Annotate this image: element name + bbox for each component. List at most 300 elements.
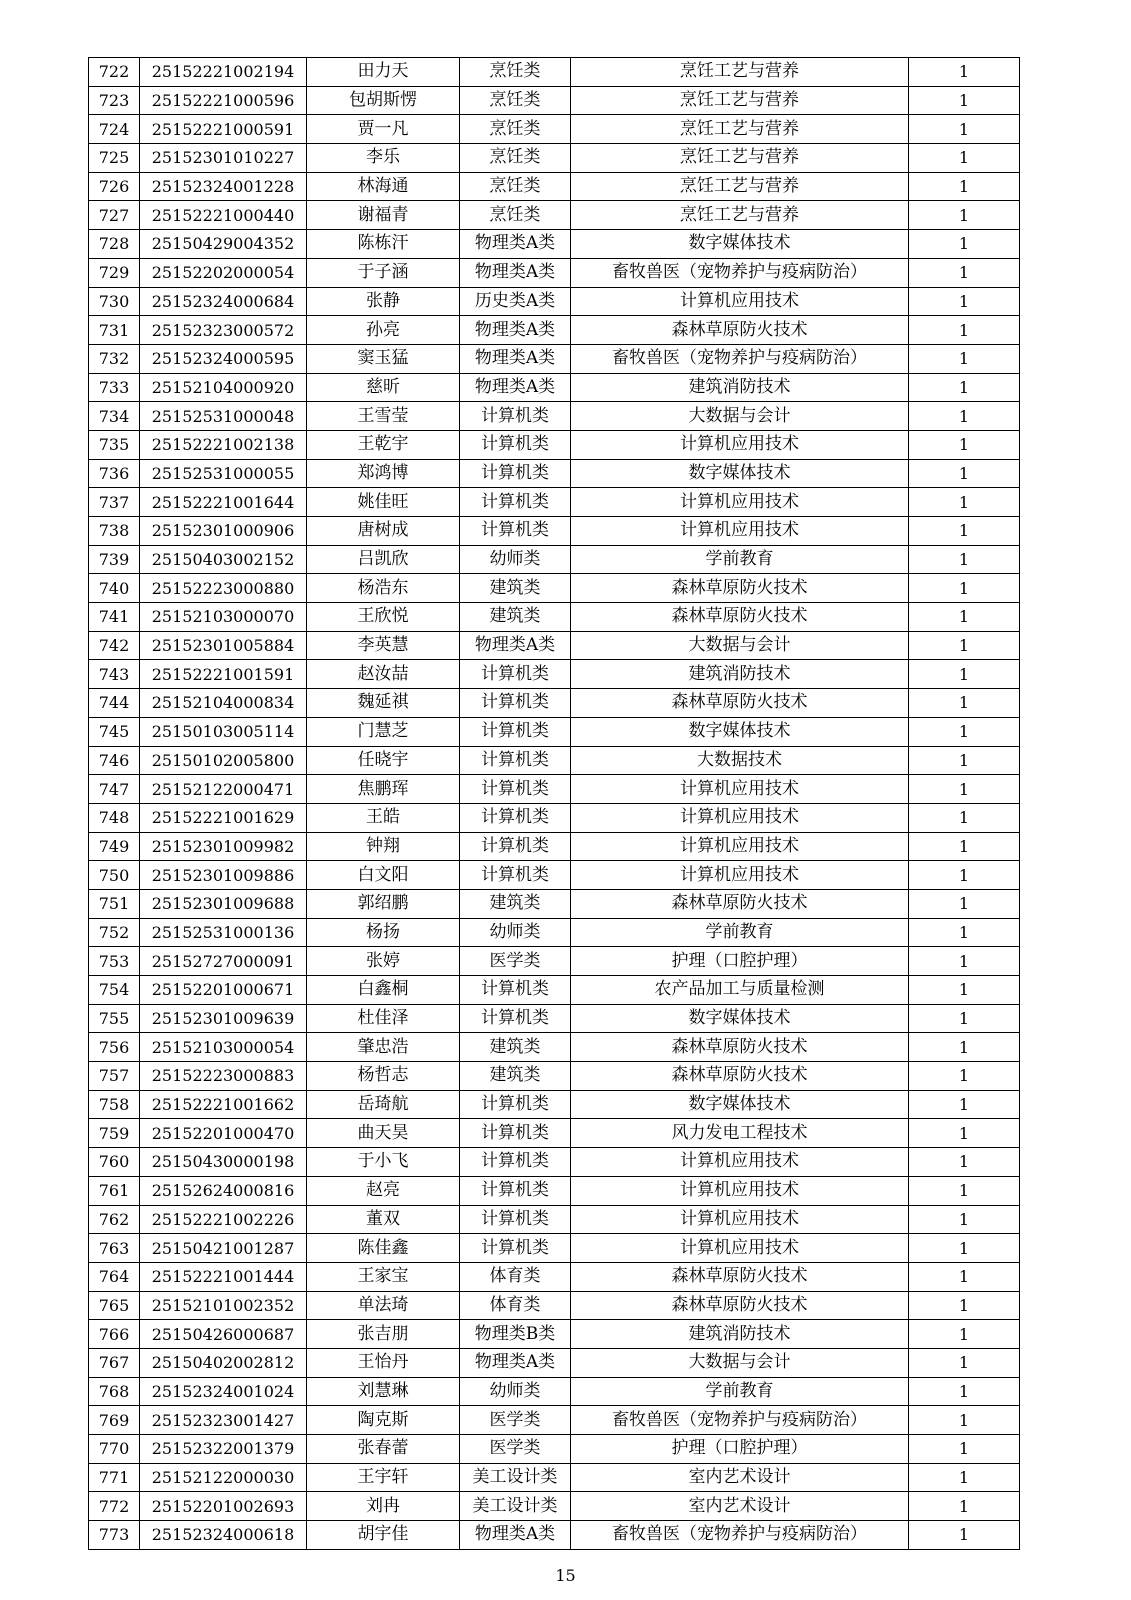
count-cell: 1	[909, 459, 1020, 488]
table-row	[89, 1033, 1020, 1062]
name-cell: 钟翔	[307, 832, 460, 861]
name-cell: 张春蕾	[307, 1435, 460, 1464]
category-cell: 计算机类	[460, 976, 571, 1005]
major-cell: 数字媒体技术	[571, 230, 909, 259]
exam-id-cell: 25152221001644	[140, 488, 307, 517]
category-cell: 计算机类	[460, 1090, 571, 1119]
seq-cell: 751	[89, 889, 140, 918]
exam-id-cell: 25152122000471	[140, 775, 307, 804]
exam-id-cell: 25152202000054	[140, 258, 307, 287]
count-cell: 1	[909, 1492, 1020, 1521]
category-cell: 建筑类	[460, 1062, 571, 1091]
seq-cell: 764	[89, 1262, 140, 1291]
count-cell: 1	[909, 947, 1020, 976]
count-cell: 1	[909, 1062, 1020, 1091]
seq-cell: 760	[89, 1148, 140, 1177]
count-cell: 1	[909, 918, 1020, 947]
major-cell: 学前教育	[571, 918, 909, 947]
count-cell: 1	[909, 1205, 1020, 1234]
name-cell: 王宇轩	[307, 1463, 460, 1492]
category-cell: 建筑类	[460, 603, 571, 632]
category-cell: 美工设计类	[460, 1463, 571, 1492]
exam-id-cell: 25152221000591	[140, 115, 307, 144]
count-cell: 1	[909, 488, 1020, 517]
count-cell: 1	[909, 1291, 1020, 1320]
table-row	[89, 1348, 1020, 1377]
table-row	[89, 1090, 1020, 1119]
name-cell: 焦鹏珲	[307, 775, 460, 804]
table-row	[89, 1291, 1020, 1320]
category-cell: 历史类A类	[460, 287, 571, 316]
table-body	[89, 58, 1020, 1550]
category-cell: 计算机类	[460, 1205, 571, 1234]
seq-cell: 747	[89, 775, 140, 804]
seq-cell: 759	[89, 1119, 140, 1148]
name-cell: 慈昕	[307, 373, 460, 402]
name-cell: 于子涵	[307, 258, 460, 287]
count-cell: 1	[909, 1004, 1020, 1033]
exam-id-cell: 25152324000684	[140, 287, 307, 316]
count-cell: 1	[909, 545, 1020, 574]
table-row	[89, 1492, 1020, 1521]
seq-cell: 758	[89, 1090, 140, 1119]
table-row	[89, 172, 1020, 201]
seq-cell: 765	[89, 1291, 140, 1320]
count-cell: 1	[909, 58, 1020, 87]
name-cell: 门慧芝	[307, 717, 460, 746]
category-cell: 计算机类	[460, 402, 571, 431]
category-cell: 物理类A类	[460, 316, 571, 345]
major-cell: 计算机应用技术	[571, 1148, 909, 1177]
name-cell: 李英慧	[307, 631, 460, 660]
exam-id-cell: 25152201000470	[140, 1119, 307, 1148]
category-cell: 烹饪类	[460, 201, 571, 230]
major-cell: 畜牧兽医（宠物养护与疫病防治）	[571, 344, 909, 373]
name-cell: 岳琦航	[307, 1090, 460, 1119]
major-cell: 计算机应用技术	[571, 517, 909, 546]
exam-id-cell: 25152323000572	[140, 316, 307, 345]
category-cell: 计算机类	[460, 689, 571, 718]
category-cell: 计算机类	[460, 803, 571, 832]
name-cell: 陈佳鑫	[307, 1234, 460, 1263]
table-row	[89, 861, 1020, 890]
table-row	[89, 1119, 1020, 1148]
seq-cell: 731	[89, 316, 140, 345]
category-cell: 计算机类	[460, 832, 571, 861]
count-cell: 1	[909, 1435, 1020, 1464]
exam-id-cell: 25152301009639	[140, 1004, 307, 1033]
table-row	[89, 1521, 1020, 1550]
category-cell: 计算机类	[460, 430, 571, 459]
major-cell: 森林草原防火技术	[571, 574, 909, 603]
exam-id-cell: 25150430000198	[140, 1148, 307, 1177]
seq-cell: 727	[89, 201, 140, 230]
name-cell: 任晓宇	[307, 746, 460, 775]
category-cell: 物理类A类	[460, 258, 571, 287]
name-cell: 刘冉	[307, 1492, 460, 1521]
exam-id-cell: 25152221000596	[140, 86, 307, 115]
major-cell: 大数据与会计	[571, 1348, 909, 1377]
table-row	[89, 803, 1020, 832]
major-cell: 大数据技术	[571, 746, 909, 775]
name-cell: 李乐	[307, 144, 460, 173]
major-cell: 烹饪工艺与营养	[571, 58, 909, 87]
count-cell: 1	[909, 889, 1020, 918]
exam-id-cell: 25150421001287	[140, 1234, 307, 1263]
name-cell: 陶克斯	[307, 1406, 460, 1435]
major-cell: 数字媒体技术	[571, 1090, 909, 1119]
seq-cell: 752	[89, 918, 140, 947]
exam-id-cell: 25152221001591	[140, 660, 307, 689]
category-cell: 物理类A类	[460, 631, 571, 660]
count-cell: 1	[909, 1463, 1020, 1492]
exam-id-cell: 25152221001662	[140, 1090, 307, 1119]
exam-id-cell: 25152324001024	[140, 1377, 307, 1406]
table-row	[89, 1320, 1020, 1349]
name-cell: 肇忠浩	[307, 1033, 460, 1062]
category-cell: 计算机类	[460, 1176, 571, 1205]
major-cell: 计算机应用技术	[571, 488, 909, 517]
major-cell: 森林草原防火技术	[571, 1291, 909, 1320]
count-cell: 1	[909, 746, 1020, 775]
seq-cell: 740	[89, 574, 140, 603]
exam-id-cell: 25152324001228	[140, 172, 307, 201]
exam-id-cell: 25152104000920	[140, 373, 307, 402]
category-cell: 计算机类	[460, 660, 571, 689]
major-cell: 畜牧兽医（宠物养护与疫病防治）	[571, 1521, 909, 1550]
seq-cell: 771	[89, 1463, 140, 1492]
exam-id-cell: 25152103000070	[140, 603, 307, 632]
seq-cell: 748	[89, 803, 140, 832]
exam-id-cell: 25152221001444	[140, 1262, 307, 1291]
name-cell: 唐树成	[307, 517, 460, 546]
name-cell: 白文阳	[307, 861, 460, 890]
major-cell: 风力发电工程技术	[571, 1119, 909, 1148]
table-row	[89, 1205, 1020, 1234]
category-cell: 计算机类	[460, 1119, 571, 1148]
table-row	[89, 918, 1020, 947]
name-cell: 张婷	[307, 947, 460, 976]
category-cell: 烹饪类	[460, 172, 571, 201]
count-cell: 1	[909, 1176, 1020, 1205]
table-row	[89, 86, 1020, 115]
count-cell: 1	[909, 574, 1020, 603]
major-cell: 烹饪工艺与营养	[571, 201, 909, 230]
category-cell: 物理类A类	[460, 1348, 571, 1377]
count-cell: 1	[909, 689, 1020, 718]
count-cell: 1	[909, 775, 1020, 804]
major-cell: 森林草原防火技术	[571, 1062, 909, 1091]
exam-id-cell: 25152301009688	[140, 889, 307, 918]
table-row	[89, 947, 1020, 976]
name-cell: 张静	[307, 287, 460, 316]
table-row	[89, 746, 1020, 775]
name-cell: 王欣悦	[307, 603, 460, 632]
major-cell: 护理（口腔护理）	[571, 947, 909, 976]
admission-table-container	[88, 57, 1020, 1550]
exam-id-cell: 25152223000883	[140, 1062, 307, 1091]
name-cell: 杜佳泽	[307, 1004, 460, 1033]
category-cell: 计算机类	[460, 717, 571, 746]
exam-id-cell: 25152201000671	[140, 976, 307, 1005]
exam-id-cell: 25150102005800	[140, 746, 307, 775]
category-cell: 计算机类	[460, 1234, 571, 1263]
table-row	[89, 459, 1020, 488]
seq-cell: 739	[89, 545, 140, 574]
category-cell: 计算机类	[460, 1148, 571, 1177]
count-cell: 1	[909, 660, 1020, 689]
table-row	[89, 1004, 1020, 1033]
name-cell: 刘慧琳	[307, 1377, 460, 1406]
count-cell: 1	[909, 832, 1020, 861]
count-cell: 1	[909, 115, 1020, 144]
count-cell: 1	[909, 172, 1020, 201]
name-cell: 窦玉猛	[307, 344, 460, 373]
seq-cell: 757	[89, 1062, 140, 1091]
exam-id-cell: 25150426000687	[140, 1320, 307, 1349]
category-cell: 物理类B类	[460, 1320, 571, 1349]
major-cell: 学前教育	[571, 545, 909, 574]
seq-cell: 769	[89, 1406, 140, 1435]
count-cell: 1	[909, 603, 1020, 632]
table-row	[89, 316, 1020, 345]
major-cell: 计算机应用技术	[571, 430, 909, 459]
seq-cell: 754	[89, 976, 140, 1005]
name-cell: 林海通	[307, 172, 460, 201]
table-row	[89, 1262, 1020, 1291]
name-cell: 白鑫桐	[307, 976, 460, 1005]
exam-id-cell: 25152221002194	[140, 58, 307, 87]
exam-id-cell: 25152531000048	[140, 402, 307, 431]
major-cell: 烹饪工艺与营养	[571, 144, 909, 173]
name-cell: 姚佳旺	[307, 488, 460, 517]
exam-id-cell: 25150403002152	[140, 545, 307, 574]
category-cell: 医学类	[460, 1435, 571, 1464]
table-row	[89, 717, 1020, 746]
exam-id-cell: 25152624000816	[140, 1176, 307, 1205]
name-cell: 张吉朋	[307, 1320, 460, 1349]
table-row	[89, 230, 1020, 259]
major-cell: 烹饪工艺与营养	[571, 115, 909, 144]
name-cell: 包胡斯愣	[307, 86, 460, 115]
exam-id-cell: 25152221000440	[140, 201, 307, 230]
category-cell: 建筑类	[460, 574, 571, 603]
page-number: 15	[555, 1566, 576, 1585]
table-row	[89, 660, 1020, 689]
exam-id-cell: 25152322001379	[140, 1435, 307, 1464]
major-cell: 建筑消防技术	[571, 373, 909, 402]
count-cell: 1	[909, 430, 1020, 459]
count-cell: 1	[909, 803, 1020, 832]
exam-id-cell: 25152323001427	[140, 1406, 307, 1435]
name-cell: 陈栋汗	[307, 230, 460, 259]
table-row	[89, 631, 1020, 660]
exam-id-cell: 25152531000136	[140, 918, 307, 947]
exam-id-cell: 25152221002226	[140, 1205, 307, 1234]
category-cell: 幼师类	[460, 545, 571, 574]
table-row	[89, 832, 1020, 861]
major-cell: 建筑消防技术	[571, 660, 909, 689]
count-cell: 1	[909, 402, 1020, 431]
category-cell: 物理类A类	[460, 1521, 571, 1550]
table-row	[89, 1463, 1020, 1492]
category-cell: 计算机类	[460, 775, 571, 804]
exam-id-cell: 25152101002352	[140, 1291, 307, 1320]
table-row	[89, 402, 1020, 431]
seq-cell: 762	[89, 1205, 140, 1234]
table-row	[89, 889, 1020, 918]
major-cell: 畜牧兽医（宠物养护与疫病防治）	[571, 258, 909, 287]
count-cell: 1	[909, 1119, 1020, 1148]
seq-cell: 729	[89, 258, 140, 287]
exam-id-cell: 25152301009982	[140, 832, 307, 861]
major-cell: 农产品加工与质量检测	[571, 976, 909, 1005]
name-cell: 谢福青	[307, 201, 460, 230]
count-cell: 1	[909, 1377, 1020, 1406]
count-cell: 1	[909, 1521, 1020, 1550]
table-row	[89, 58, 1020, 87]
count-cell: 1	[909, 1090, 1020, 1119]
name-cell: 郑鸿博	[307, 459, 460, 488]
seq-cell: 770	[89, 1435, 140, 1464]
seq-cell: 730	[89, 287, 140, 316]
name-cell: 赵亮	[307, 1176, 460, 1205]
major-cell: 计算机应用技术	[571, 1176, 909, 1205]
seq-cell: 736	[89, 459, 140, 488]
name-cell: 王家宝	[307, 1262, 460, 1291]
exam-id-cell: 25150103005114	[140, 717, 307, 746]
table-row	[89, 287, 1020, 316]
table-row	[89, 517, 1020, 546]
count-cell: 1	[909, 1234, 1020, 1263]
exam-id-cell: 25152122000030	[140, 1463, 307, 1492]
name-cell: 曲天昊	[307, 1119, 460, 1148]
seq-cell: 728	[89, 230, 140, 259]
seq-cell: 732	[89, 344, 140, 373]
count-cell: 1	[909, 201, 1020, 230]
exam-id-cell: 25152301009886	[140, 861, 307, 890]
count-cell: 1	[909, 258, 1020, 287]
seq-cell: 746	[89, 746, 140, 775]
exam-id-cell: 25152223000880	[140, 574, 307, 603]
major-cell: 学前教育	[571, 1377, 909, 1406]
major-cell: 计算机应用技术	[571, 287, 909, 316]
count-cell: 1	[909, 861, 1020, 890]
name-cell: 赵汝喆	[307, 660, 460, 689]
count-cell: 1	[909, 316, 1020, 345]
major-cell: 大数据与会计	[571, 631, 909, 660]
count-cell: 1	[909, 1148, 1020, 1177]
table-row	[89, 488, 1020, 517]
major-cell: 烹饪工艺与营养	[571, 86, 909, 115]
table-row	[89, 1377, 1020, 1406]
major-cell: 计算机应用技术	[571, 1234, 909, 1263]
major-cell: 畜牧兽医（宠物养护与疫病防治）	[571, 1406, 909, 1435]
name-cell: 王乾宇	[307, 430, 460, 459]
major-cell: 数字媒体技术	[571, 717, 909, 746]
exam-id-cell: 25152103000054	[140, 1033, 307, 1062]
major-cell: 森林草原防火技术	[571, 316, 909, 345]
table-row	[89, 430, 1020, 459]
exam-id-cell: 25152221002138	[140, 430, 307, 459]
seq-cell: 773	[89, 1521, 140, 1550]
table-row	[89, 201, 1020, 230]
table-row	[89, 574, 1020, 603]
seq-cell: 735	[89, 430, 140, 459]
count-cell: 1	[909, 1320, 1020, 1349]
seq-cell: 726	[89, 172, 140, 201]
table-row	[89, 545, 1020, 574]
category-cell: 医学类	[460, 947, 571, 976]
major-cell: 烹饪工艺与营养	[571, 172, 909, 201]
name-cell: 王雪莹	[307, 402, 460, 431]
exam-id-cell: 25150429004352	[140, 230, 307, 259]
count-cell: 1	[909, 517, 1020, 546]
seq-cell: 742	[89, 631, 140, 660]
category-cell: 建筑类	[460, 889, 571, 918]
seq-cell: 750	[89, 861, 140, 890]
count-cell: 1	[909, 373, 1020, 402]
major-cell: 室内艺术设计	[571, 1463, 909, 1492]
name-cell: 贾一凡	[307, 115, 460, 144]
seq-cell: 738	[89, 517, 140, 546]
count-cell: 1	[909, 344, 1020, 373]
seq-cell: 745	[89, 717, 140, 746]
category-cell: 幼师类	[460, 1377, 571, 1406]
category-cell: 物理类A类	[460, 373, 571, 402]
seq-cell: 763	[89, 1234, 140, 1263]
exam-id-cell: 25152301010227	[140, 144, 307, 173]
major-cell: 护理（口腔护理）	[571, 1435, 909, 1464]
name-cell: 董双	[307, 1205, 460, 1234]
major-cell: 森林草原防火技术	[571, 689, 909, 718]
table-row	[89, 689, 1020, 718]
table-row	[89, 976, 1020, 1005]
category-cell: 计算机类	[460, 1004, 571, 1033]
category-cell: 计算机类	[460, 459, 571, 488]
name-cell: 田力天	[307, 58, 460, 87]
count-cell: 1	[909, 1348, 1020, 1377]
major-cell: 计算机应用技术	[571, 775, 909, 804]
name-cell: 魏延祺	[307, 689, 460, 718]
seq-cell: 766	[89, 1320, 140, 1349]
category-cell: 烹饪类	[460, 86, 571, 115]
exam-id-cell: 25152201002693	[140, 1492, 307, 1521]
exam-id-cell: 25152301005884	[140, 631, 307, 660]
name-cell: 王皓	[307, 803, 460, 832]
seq-cell: 743	[89, 660, 140, 689]
seq-cell: 749	[89, 832, 140, 861]
seq-cell: 772	[89, 1492, 140, 1521]
category-cell: 美工设计类	[460, 1492, 571, 1521]
table-row	[89, 1435, 1020, 1464]
table-row	[89, 344, 1020, 373]
category-cell: 烹饪类	[460, 58, 571, 87]
category-cell: 计算机类	[460, 746, 571, 775]
major-cell: 数字媒体技术	[571, 1004, 909, 1033]
table-row	[89, 115, 1020, 144]
seq-cell: 737	[89, 488, 140, 517]
table-row	[89, 1176, 1020, 1205]
seq-cell: 734	[89, 402, 140, 431]
major-cell: 大数据与会计	[571, 402, 909, 431]
major-cell: 数字媒体技术	[571, 459, 909, 488]
category-cell: 体育类	[460, 1262, 571, 1291]
major-cell: 计算机应用技术	[571, 832, 909, 861]
category-cell: 物理类A类	[460, 344, 571, 373]
category-cell: 计算机类	[460, 861, 571, 890]
name-cell: 郭绍鹏	[307, 889, 460, 918]
